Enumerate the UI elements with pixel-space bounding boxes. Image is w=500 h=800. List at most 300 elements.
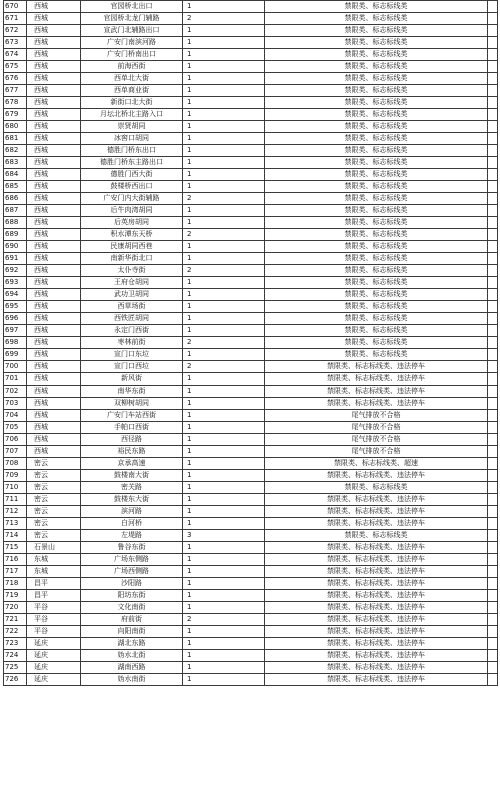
count-cell: 1 (183, 37, 265, 49)
road-cell: 白河桥 (81, 517, 183, 529)
district-cell: 西城 (27, 37, 81, 49)
row-number: 688 (4, 217, 27, 229)
count-cell: 1 (183, 241, 265, 253)
table-row (4, 493, 498, 505)
road-cell: 湖北东路 (81, 637, 183, 649)
row-number: 684 (4, 169, 27, 181)
row-number: 678 (4, 97, 27, 109)
row-number: 703 (4, 397, 27, 409)
empty-cell (488, 217, 498, 229)
table-row (4, 397, 498, 409)
empty-cell (488, 565, 498, 577)
district-cell: 西城 (27, 73, 81, 85)
empty-cell (488, 553, 498, 565)
count-cell: 1 (183, 433, 265, 445)
empty-cell (488, 1, 498, 13)
row-number: 683 (4, 157, 27, 169)
violation-type-cell: 禁限类、标志标线类 (265, 325, 488, 337)
violation-type-cell: 禁限类、标志标线类 (265, 85, 488, 97)
empty-cell (488, 505, 498, 517)
count-cell: 1 (183, 301, 265, 313)
empty-cell (488, 661, 498, 673)
table-row (4, 481, 498, 493)
district-cell: 平谷 (27, 601, 81, 613)
district-cell: 西城 (27, 25, 81, 37)
violation-type-cell: 禁限类、标志标线类 (265, 121, 488, 133)
violation-type-cell: 禁限类、标志标线类、违法停车 (265, 661, 488, 673)
table-row (4, 337, 498, 349)
table-row (4, 421, 498, 433)
count-cell: 1 (183, 121, 265, 133)
empty-cell (488, 481, 498, 493)
violation-table (3, 0, 498, 686)
table-row (4, 505, 498, 517)
count-cell: 1 (183, 289, 265, 301)
empty-cell (488, 589, 498, 601)
road-cell: 南新华街北口 (81, 253, 183, 265)
table-row (4, 25, 498, 37)
count-cell: 1 (183, 277, 265, 289)
violation-type-cell: 禁限类、标志标线类、违法停车 (265, 541, 488, 553)
road-cell: 密关路 (81, 481, 183, 493)
empty-cell (488, 157, 498, 169)
road-cell: 沙阳路 (81, 577, 183, 589)
violation-type-cell: 禁限类、标志标线类、违法停车 (265, 397, 488, 409)
violation-type-cell: 禁限类、标志标线类 (265, 97, 488, 109)
count-cell: 1 (183, 553, 265, 565)
count-cell: 1 (183, 157, 265, 169)
road-cell: 后牛肉湾胡同 (81, 205, 183, 217)
row-number: 673 (4, 37, 27, 49)
row-number: 672 (4, 25, 27, 37)
violation-type-cell: 禁限类、标志标线类 (265, 37, 488, 49)
road-cell: 广场东侧路 (81, 553, 183, 565)
empty-cell (488, 301, 498, 313)
count-cell: 1 (183, 505, 265, 517)
violation-type-cell: 禁限类、标志标线类 (265, 1, 488, 13)
table-row (4, 277, 498, 289)
road-cell: 太仆寺街 (81, 265, 183, 277)
district-cell: 密云 (27, 517, 81, 529)
district-cell: 东城 (27, 565, 81, 577)
empty-cell (488, 385, 498, 397)
table-row (4, 13, 498, 25)
empty-cell (488, 361, 498, 373)
row-number: 675 (4, 61, 27, 73)
count-cell: 1 (183, 169, 265, 181)
table-row (4, 673, 498, 685)
district-cell: 昌平 (27, 577, 81, 589)
row-number: 725 (4, 661, 27, 673)
row-number: 695 (4, 301, 27, 313)
empty-cell (488, 253, 498, 265)
district-cell: 西城 (27, 61, 81, 73)
district-cell: 延庆 (27, 673, 81, 685)
count-cell: 1 (183, 97, 265, 109)
empty-cell (488, 133, 498, 145)
row-number: 687 (4, 205, 27, 217)
row-number: 692 (4, 265, 27, 277)
road-cell: 新风街 (81, 373, 183, 385)
table-row (4, 193, 498, 205)
district-cell: 西城 (27, 397, 81, 409)
violation-type-cell: 禁限类、标志标线类 (265, 157, 488, 169)
road-cell: 西径路 (81, 433, 183, 445)
row-number: 670 (4, 1, 27, 13)
row-number: 716 (4, 553, 27, 565)
violation-type-cell: 禁限类、标志标线类 (265, 217, 488, 229)
table-row (4, 589, 498, 601)
violation-type-cell: 禁限类、标志标线类 (265, 13, 488, 25)
empty-cell (488, 241, 498, 253)
district-cell: 西城 (27, 1, 81, 13)
count-cell: 1 (183, 325, 265, 337)
road-cell: 宣门口西垃 (81, 361, 183, 373)
row-number: 722 (4, 625, 27, 637)
empty-cell (488, 37, 498, 49)
violation-type-cell: 尾气排放不合格 (265, 409, 488, 421)
violation-type-cell: 禁限类、标志标线类、违法停车 (265, 385, 488, 397)
table-row (4, 445, 498, 457)
count-cell: 1 (183, 673, 265, 685)
district-cell: 西城 (27, 181, 81, 193)
district-cell: 西城 (27, 133, 81, 145)
district-cell: 平谷 (27, 625, 81, 637)
district-cell: 密云 (27, 529, 81, 541)
row-number: 711 (4, 493, 27, 505)
district-cell: 西城 (27, 241, 81, 253)
district-cell: 西城 (27, 169, 81, 181)
district-cell: 西城 (27, 277, 81, 289)
violation-type-cell: 禁限类、标志标线类 (265, 109, 488, 121)
table-row (4, 169, 498, 181)
count-cell: 1 (183, 517, 265, 529)
row-number: 701 (4, 373, 27, 385)
road-cell: 崇贤胡同 (81, 121, 183, 133)
row-number: 705 (4, 421, 27, 433)
district-cell: 延庆 (27, 637, 81, 649)
road-cell: 武功卫胡同 (81, 289, 183, 301)
district-cell: 密云 (27, 457, 81, 469)
table-row (4, 109, 498, 121)
count-cell: 1 (183, 145, 265, 157)
table-row (4, 205, 498, 217)
district-cell: 西城 (27, 145, 81, 157)
district-cell: 昌平 (27, 589, 81, 601)
road-cell: 滨河路 (81, 505, 183, 517)
row-number: 679 (4, 109, 27, 121)
road-cell: 湖南西路 (81, 661, 183, 673)
table-row (4, 649, 498, 661)
road-cell: 妫水南街 (81, 673, 183, 685)
empty-cell (488, 205, 498, 217)
empty-cell (488, 637, 498, 649)
table-row (4, 313, 498, 325)
table-row (4, 133, 498, 145)
violation-type-cell: 禁限类、标志标线类 (265, 181, 488, 193)
empty-cell (488, 145, 498, 157)
empty-cell (488, 193, 498, 205)
district-cell: 西城 (27, 325, 81, 337)
district-cell: 西城 (27, 85, 81, 97)
violation-type-cell: 禁限类、标志标线类 (265, 529, 488, 541)
empty-cell (488, 493, 498, 505)
district-cell: 西城 (27, 205, 81, 217)
row-number: 707 (4, 445, 27, 457)
row-number: 710 (4, 481, 27, 493)
row-number: 708 (4, 457, 27, 469)
road-cell: 裕民东路 (81, 445, 183, 457)
road-cell: 宣武门北辅路出口 (81, 25, 183, 37)
road-cell: 阳坊东街 (81, 589, 183, 601)
violation-type-cell: 禁限类、标志标线类、违法停车 (265, 625, 488, 637)
road-cell: 府前街 (81, 613, 183, 625)
count-cell: 1 (183, 637, 265, 649)
table-row (4, 1, 498, 13)
violation-type-cell: 禁限类、标志标线类、违法停车 (265, 637, 488, 649)
road-cell: 月坛北桥北主路入口 (81, 109, 183, 121)
road-cell: 向阳南街 (81, 625, 183, 637)
count-cell: 1 (183, 493, 265, 505)
district-cell: 西城 (27, 229, 81, 241)
row-number: 689 (4, 229, 27, 241)
empty-cell (488, 445, 498, 457)
count-cell: 1 (183, 457, 265, 469)
road-cell: 官园桥北龙门辅路 (81, 13, 183, 25)
count-cell: 1 (183, 397, 265, 409)
count-cell: 1 (183, 61, 265, 73)
count-cell: 1 (183, 49, 265, 61)
count-cell: 1 (183, 661, 265, 673)
count-cell: 1 (183, 205, 265, 217)
violation-type-cell: 禁限类、标志标线类 (265, 277, 488, 289)
road-cell: 鼓楼桥西出口 (81, 181, 183, 193)
empty-cell (488, 97, 498, 109)
violation-type-cell: 禁限类、标志标线类、违法停车 (265, 505, 488, 517)
count-cell: 1 (183, 349, 265, 361)
district-cell: 西城 (27, 157, 81, 169)
row-number: 719 (4, 589, 27, 601)
row-number: 706 (4, 433, 27, 445)
violation-type-cell: 禁限类、标志标线类 (265, 25, 488, 37)
row-number: 720 (4, 601, 27, 613)
empty-cell (488, 289, 498, 301)
count-cell: 1 (183, 445, 265, 457)
district-cell: 西城 (27, 121, 81, 133)
table-row (4, 301, 498, 313)
empty-cell (488, 625, 498, 637)
empty-cell (488, 277, 498, 289)
road-cell: 妫水北街 (81, 649, 183, 661)
table-row (4, 73, 498, 85)
count-cell: 1 (183, 409, 265, 421)
violation-type-cell: 禁限类、标志标线类 (265, 301, 488, 313)
count-cell: 1 (183, 109, 265, 121)
table-row (4, 325, 498, 337)
violation-type-cell: 禁限类、标志标线类、违法停车 (265, 517, 488, 529)
row-number: 700 (4, 361, 27, 373)
road-cell: 后英房胡同 (81, 217, 183, 229)
violation-type-cell: 禁限类、标志标线类、违法停车 (265, 673, 488, 685)
count-cell: 1 (183, 565, 265, 577)
table-row (4, 61, 498, 73)
district-cell: 西城 (27, 109, 81, 121)
road-cell: 鼓楼东大街 (81, 493, 183, 505)
table-row (4, 385, 498, 397)
district-cell: 西城 (27, 289, 81, 301)
count-cell: 1 (183, 217, 265, 229)
table-row (4, 529, 498, 541)
violation-type-cell: 禁限类、标志标线类、违法停车 (265, 601, 488, 613)
table-row (4, 373, 498, 385)
violation-type-cell: 禁限类、标志标线类 (265, 61, 488, 73)
table-row (4, 541, 498, 553)
road-cell: 手帕口西街 (81, 421, 183, 433)
empty-cell (488, 613, 498, 625)
district-cell: 西城 (27, 445, 81, 457)
violation-type-cell: 禁限类、标志标线类、违法停车 (265, 469, 488, 481)
violation-type-cell: 禁限类、标志标线类、违法停车 (265, 649, 488, 661)
empty-cell (488, 373, 498, 385)
violation-type-cell: 禁限类、标志标线类、超速 (265, 457, 488, 469)
row-number: 704 (4, 409, 27, 421)
empty-cell (488, 13, 498, 25)
violation-type-cell: 禁限类、标志标线类、违法停车 (265, 565, 488, 577)
row-number: 702 (4, 385, 27, 397)
count-cell: 1 (183, 601, 265, 613)
empty-cell (488, 421, 498, 433)
empty-cell (488, 349, 498, 361)
violation-type-cell: 禁限类、标志标线类、违法停车 (265, 589, 488, 601)
road-cell: 鲁谷东街 (81, 541, 183, 553)
road-cell: 德胜门桥东主路出口 (81, 157, 183, 169)
road-cell: 西铁匠胡同 (81, 313, 183, 325)
district-cell: 西城 (27, 409, 81, 421)
row-number: 714 (4, 529, 27, 541)
empty-cell (488, 517, 498, 529)
district-cell: 西城 (27, 385, 81, 397)
row-number: 712 (4, 505, 27, 517)
violation-type-cell: 禁限类、标志标线类 (265, 289, 488, 301)
empty-cell (488, 265, 498, 277)
district-cell: 西城 (27, 265, 81, 277)
row-number: 698 (4, 337, 27, 349)
empty-cell (488, 49, 498, 61)
table-row (4, 469, 498, 481)
table-row (4, 181, 498, 193)
row-number: 676 (4, 73, 27, 85)
empty-cell (488, 673, 498, 685)
road-cell: 左堤路 (81, 529, 183, 541)
road-cell: 官园桥北出口 (81, 1, 183, 13)
table-row (4, 121, 498, 133)
row-number: 685 (4, 181, 27, 193)
count-cell: 1 (183, 577, 265, 589)
table-row (4, 49, 498, 61)
violation-type-cell: 禁限类、标志标线类 (265, 169, 488, 181)
empty-cell (488, 313, 498, 325)
district-cell: 西城 (27, 421, 81, 433)
violation-type-cell: 禁限类、标志标线类 (265, 241, 488, 253)
table-row (4, 625, 498, 637)
count-cell: 1 (183, 385, 265, 397)
violation-type-cell: 禁限类、标志标线类、违法停车 (265, 577, 488, 589)
district-cell: 西城 (27, 361, 81, 373)
violation-type-cell: 禁限类、标志标线类 (265, 265, 488, 277)
empty-cell (488, 397, 498, 409)
road-cell: 积水潭东天桥 (81, 229, 183, 241)
violation-type-cell: 禁限类、标志标线类 (265, 349, 488, 361)
empty-cell (488, 601, 498, 613)
count-cell: 1 (183, 181, 265, 193)
count-cell: 1 (183, 421, 265, 433)
row-number: 696 (4, 313, 27, 325)
table-row (4, 97, 498, 109)
row-number: 717 (4, 565, 27, 577)
row-number: 724 (4, 649, 27, 661)
table-row (4, 601, 498, 613)
table-row (4, 85, 498, 97)
violation-type-cell: 禁限类、标志标线类 (265, 337, 488, 349)
road-cell: 广安门车站西街 (81, 409, 183, 421)
road-cell: 双柳树胡同 (81, 397, 183, 409)
district-cell: 西城 (27, 49, 81, 61)
district-cell: 延庆 (27, 649, 81, 661)
district-cell: 西城 (27, 217, 81, 229)
district-cell: 东城 (27, 553, 81, 565)
count-cell: 1 (183, 85, 265, 97)
count-cell: 1 (183, 253, 265, 265)
road-cell: 民康胡同西巷 (81, 241, 183, 253)
table-row (4, 289, 498, 301)
count-cell: 1 (183, 589, 265, 601)
row-number: 718 (4, 577, 27, 589)
empty-cell (488, 577, 498, 589)
road-cell: 广安门南滨河路 (81, 37, 183, 49)
table-row (4, 253, 498, 265)
count-cell: 3 (183, 529, 265, 541)
empty-cell (488, 433, 498, 445)
violation-type-cell: 禁限类、标志标线类 (265, 193, 488, 205)
empty-cell (488, 409, 498, 421)
count-cell: 1 (183, 133, 265, 145)
empty-cell (488, 325, 498, 337)
violation-type-cell: 禁限类、标志标线类、违法停车 (265, 361, 488, 373)
road-cell: 冰窖口胡同 (81, 133, 183, 145)
district-cell: 西城 (27, 337, 81, 349)
violation-type-cell: 尾气排放不合格 (265, 421, 488, 433)
table-row (4, 517, 498, 529)
row-number: 721 (4, 613, 27, 625)
road-cell: 德胜门桥东出口 (81, 145, 183, 157)
row-number: 723 (4, 637, 27, 649)
row-number: 681 (4, 133, 27, 145)
row-number: 697 (4, 325, 27, 337)
violation-type-cell: 禁限类、标志标线类 (265, 145, 488, 157)
empty-cell (488, 541, 498, 553)
road-cell: 广安门桥南出口 (81, 49, 183, 61)
district-cell: 石景山 (27, 541, 81, 553)
road-cell: 王府仓胡同 (81, 277, 183, 289)
empty-cell (488, 61, 498, 73)
violation-type-cell: 禁限类、标志标线类、违法停车 (265, 553, 488, 565)
row-number: 680 (4, 121, 27, 133)
count-cell: 1 (183, 73, 265, 85)
road-cell: 永定门西街 (81, 325, 183, 337)
table-row (4, 661, 498, 673)
road-cell: 广场西侧路 (81, 565, 183, 577)
district-cell: 平谷 (27, 613, 81, 625)
